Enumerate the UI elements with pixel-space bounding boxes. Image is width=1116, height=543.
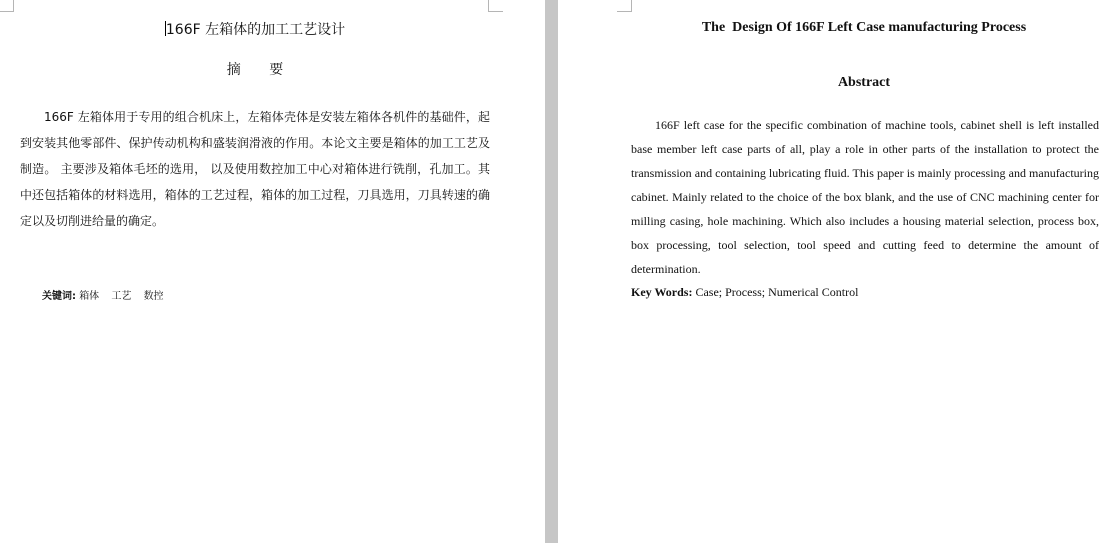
- margin-corner-marker: [0, 0, 14, 12]
- page-chinese-abstract: [0, 0, 545, 543]
- page-gutter: [545, 0, 558, 543]
- chinese-title[interactable]: [0, 20, 510, 40]
- chinese-title-text: 166F 左箱体的加工工艺设计: [165, 22, 346, 38]
- english-keywords-list: Case; Process; Numerical Control: [692, 285, 859, 299]
- chinese-abstract-heading: 摘 要: [226, 62, 296, 78]
- english-abstract-body: 166F left case for the specific combination of machine tools, cabinet shell is left installed base member left case parts of all, play a role in other parts of the installation to protect the transmission and containing lubricating fluid. This paper is mainly processing and manufacturing cabinet. Mainly related to the choice of the box blank, and the use of CNC machining center for milling casing, hole machining. Which also includes a housing material selection, process box, box processing, tool selection, tool speed and cutting feed to determine the amount of determination.: [631, 118, 1099, 276]
- keyword-term: 工艺: [111, 291, 132, 302]
- keyword-term: 数控: [143, 291, 164, 302]
- chinese-keywords: [42, 288, 173, 306]
- english-keywords: [631, 282, 858, 302]
- page-english-abstract: [558, 0, 1116, 543]
- keyword-term: 箱体: [79, 291, 100, 302]
- margin-corner-marker: [617, 0, 632, 12]
- chinese-keywords-label: 关键词:: [42, 291, 76, 302]
- chinese-abstract-body: 166F 左箱体用于专用的组合机床上，左箱体壳体是安装左箱体各机件的基础件，起到安装其他零部件、保护传动机构和盛装润滑液的作用。本论文主要是箱体的加工工艺及制造。 主要涉及箱体毛坯的选用， 以及使用数控加工中心对箱体进行铣削，孔加工。其中还包括箱体的材料选用，箱体的工艺过程，箱体的加工过程，刀具选用，刀具转速的确定以及切削进给量的确定。: [20, 110, 490, 228]
- english-title: The Design Of 166F Left Case manufacturing Process: [701, 20, 1027, 35]
- english-keywords-label: Key Words:: [631, 285, 693, 299]
- english-abstract-heading: Abstract: [837, 75, 891, 90]
- margin-corner-marker: [488, 0, 503, 12]
